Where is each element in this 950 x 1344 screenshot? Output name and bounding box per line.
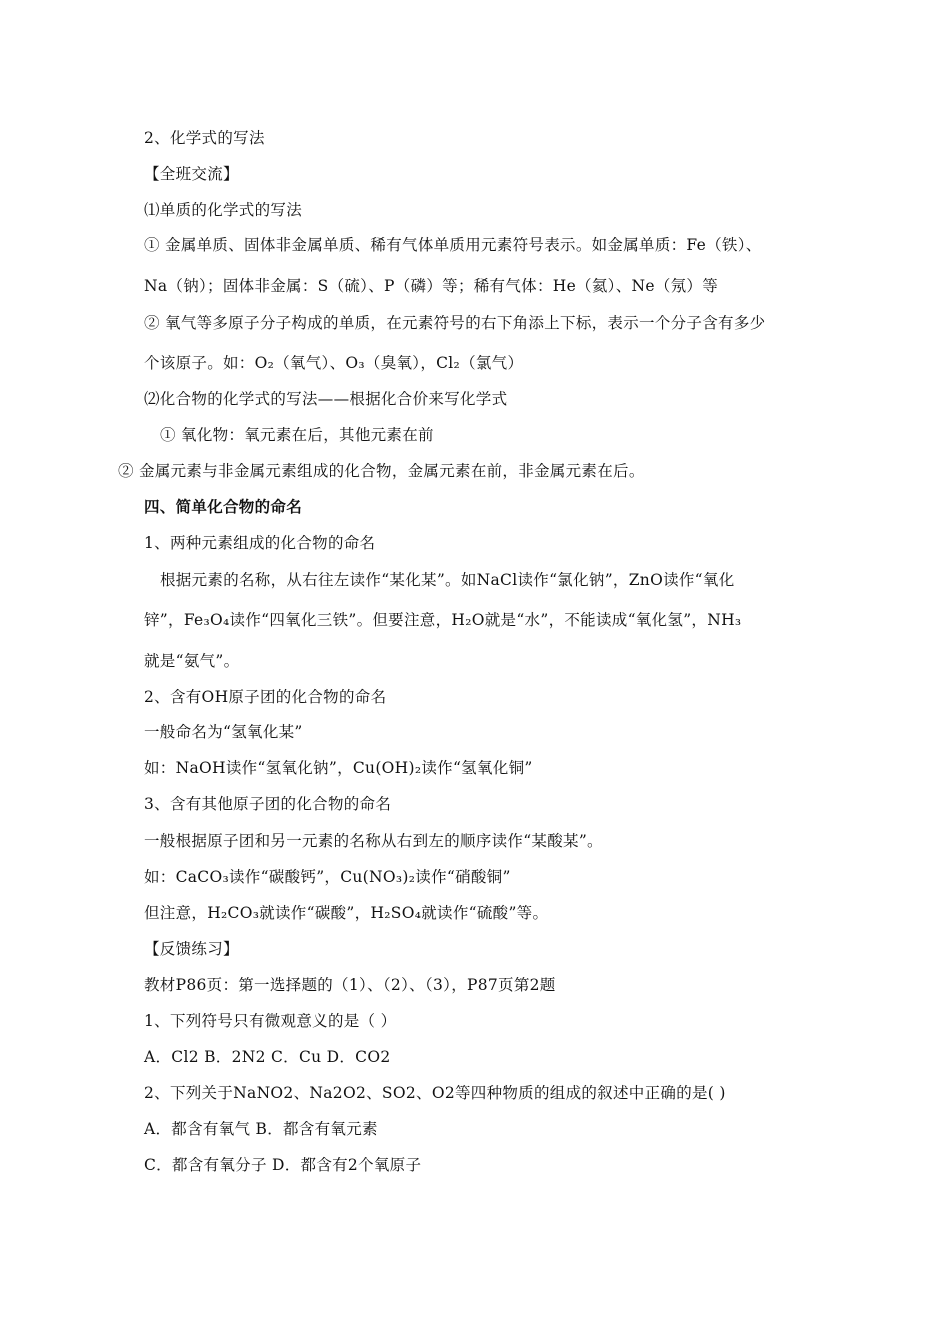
subheading: ⑵化合物的化学式的写法——根据化合价来写化学式 [144, 390, 508, 408]
subheading: 1、两种元素组成的化合物的命名 [144, 534, 376, 552]
paragraph-line: 如：NaOH读作“氢氧化钠”，Cu(OH)₂读作“氢氧化铜” [144, 759, 533, 777]
paragraph-line: 教材P86页：第一选择题的（1）、（2）、（3），P87页第2题 [144, 976, 556, 994]
paragraph-line: 锌”，Fe₃O₄读作“四氧化三铁”。但要注意，H₂O就是“水”，不能读成“氧化氢”，NH₃ [144, 611, 742, 629]
paragraph-line: ② 金属元素与非金属元素组成的化合物，金属元素在前，非金属元素在后。 [118, 462, 645, 480]
label-feedback-practice: 【反馈练习】 [144, 940, 239, 958]
label-class-discussion: 【全班交流】 [144, 165, 239, 183]
question-1-options: A．Cl2 B．2N2 C．Cu D．CO2 [144, 1048, 391, 1066]
question-1: 1、下列符号只有微观意义的是（ ） [144, 1012, 397, 1030]
paragraph-line: 个该原子。如：O₂（氧气）、O₃（臭氧），Cl₂（氯气） [144, 354, 524, 372]
paragraph-line: Na（钠）；固体非金属：S（硫）、P（磷）等；稀有气体：He（氦）、Ne（氖）等 [144, 277, 719, 295]
paragraph-line: ① 氧化物：氧元素在后，其他元素在前 [160, 426, 434, 444]
paragraph-line: 就是“氨气”。 [144, 652, 240, 670]
subheading: ⑴单质的化学式的写法 [144, 201, 303, 219]
paragraph-line: 根据元素的名称，从右往左读作“某化某”。如NaCl读作“氯化钠”，ZnO读作“氧化 [160, 571, 735, 589]
question-2-options-cd: C．都含有氧分子 D．都含有2个氧原子 [144, 1156, 422, 1174]
paragraph-line: 一般根据原子团和另一元素的名称从右到左的顺序读作“某酸某”。 [144, 832, 603, 850]
subheading: 2、含有OH原子团的化合物的命名 [144, 688, 387, 706]
paragraph-line: ② 氧气等多原子分子构成的单质，在元素符号的右下角添上下标，表示一个分子含有多少 [144, 314, 766, 332]
section-heading: 2、化学式的写法 [144, 129, 265, 147]
section-heading: 四、简单化合物的命名 [144, 497, 303, 516]
subheading: 3、含有其他原子团的化合物的命名 [144, 795, 392, 813]
paragraph-line: 但注意，H₂CO₃就读作“碳酸”，H₂SO₄就读作“硫酸”等。 [144, 904, 549, 922]
question-2-options-ab: A．都含有氧气 B．都含有氧元素 [144, 1120, 378, 1138]
question-2: 2、下列关于NaNO2、Na2O2、SO2、O2等四种物质的组成的叙述中正确的是( ) [144, 1084, 726, 1102]
paragraph-line: 一般命名为“氢氧化某” [144, 723, 303, 741]
paragraph-line: 如：CaCO₃读作“碳酸钙”，Cu(NO₃)₂读作“硝酸铜” [144, 868, 511, 886]
paragraph-line: ① 金属单质、固体非金属单质、稀有气体单质用元素符号表示。如金属单质：Fe（铁）、 [144, 236, 762, 254]
